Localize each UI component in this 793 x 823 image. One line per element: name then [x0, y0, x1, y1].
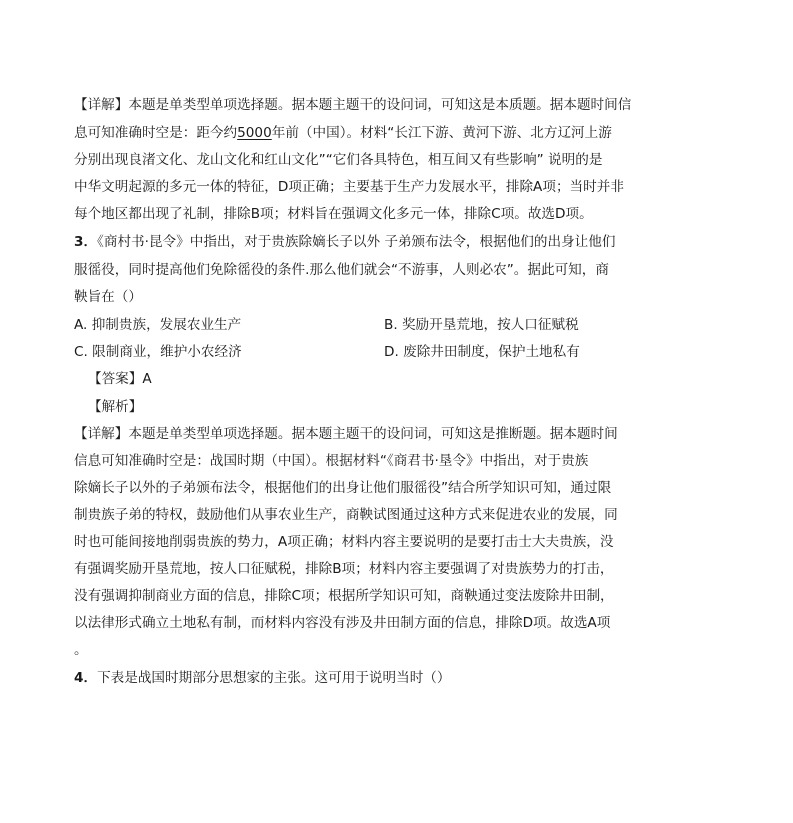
- q3-detail-line-5: 时也可能间接地削弱贵族的势力，A项正确；材料内容主要说明的是要打击士大夫贵族，没: [74, 534, 614, 550]
- q3-detail-line-1: 【详解】本题是单类型单项选择题。据本题主题干的设问词，可知这是推断题。据本题时间: [74, 426, 618, 442]
- q2-detail-line-2: [74, 123, 612, 143]
- q2-detail-line-2-a: 息可知准确时空是：距今约: [74, 125, 238, 141]
- q3-detail-line-7: 没有强调抑制商业方面的信息，排除C项；根据所学知识可知，商鞅通过变法废除井田制，: [74, 588, 614, 604]
- q3-option-c: C. 限制商业，维护小农经济: [74, 344, 242, 360]
- q3-stem-line-2: 服徭役，同时提高他们免除徭役的条件.那么他们就会“不游事，人则必农”。据此可知，商: [74, 262, 609, 278]
- q3-detail-line-6: 有强调奖励开垦荒地，按人口征赋税，排除B项；材料内容主要强调了对贵族势力的打击，: [74, 561, 614, 577]
- q3-stem-line-1: [74, 232, 615, 252]
- q3-detail-line-3: 除嫡长子以外的子弟颁布法令，根据他们的出身让他们服徭役”结合所学知识可知，通过限: [74, 480, 612, 496]
- q4-stem: [74, 668, 451, 688]
- q3-option-a: A. 抑制贵族，发展农业生产: [74, 317, 242, 333]
- q3-detail-line-9: 。: [74, 642, 88, 658]
- q2-detail-line-1: 【详解】本题是单类型单项选择题。据本题主题干的设问词，可知这是本质题。据本题时间信: [74, 97, 632, 113]
- q4-stem-text: 下表是战国时期部分思想家的主张。这可用于说明当时（）: [97, 670, 451, 686]
- q3-stem-line-3: 鞅旨在（）: [74, 289, 142, 305]
- q3-detail-line-4: 制贵族子弟的特权，鼓励他们从事农业生产，商鞅试图通过这种方式来促进农业的发展，同: [74, 507, 618, 523]
- q3-answer: 【答案】A: [88, 371, 152, 387]
- q3-detail-line-8: 以法律形式确立土地私有制，而材料内容没有涉及井田制方面的信息，排除D项。故选A项: [74, 615, 611, 631]
- q2-detail-line-2-b: 年前（中国）。材料“长江下游、黄河下游、北方辽河上游: [271, 125, 612, 141]
- q3-analysis-label: 【解析】: [88, 399, 143, 415]
- q3-option-d: D. 废除井田制度，保护土地私有: [384, 344, 580, 360]
- q2-detail-line-3: 分别出现良渚文化、龙山文化和红山文化”“它们各具特色，相互间又有些影响” 说明的是: [74, 152, 603, 168]
- year-underlined: 5000: [237, 125, 272, 141]
- q2-detail-line-4: 中华文明起源的多元一体的特征，D项正确；主要基于生产力发展水平，排除A项；当时并非: [74, 179, 624, 195]
- q3-stem-text-1: 《商村书·昆令》中指出，对于贵族除嫡长子以外 子弟颁布法令，根据他们的出身让他们: [97, 234, 616, 250]
- q3-option-b: B. 奖励开垦荒地，按人口征赋税: [384, 317, 579, 333]
- q3-number: 3．: [74, 234, 98, 250]
- q2-detail-line-5: 每个地区都出现了礼制，排除B项；材料旨在强调文化多元一体，排除C项。故选D项。: [74, 206, 593, 222]
- q3-detail-line-2: 信息可知准确时空是：战国时期（中国）。根据材料“《商君书·垦令》中指出，对于贵族: [74, 453, 589, 469]
- q4-number: 4．: [74, 670, 98, 686]
